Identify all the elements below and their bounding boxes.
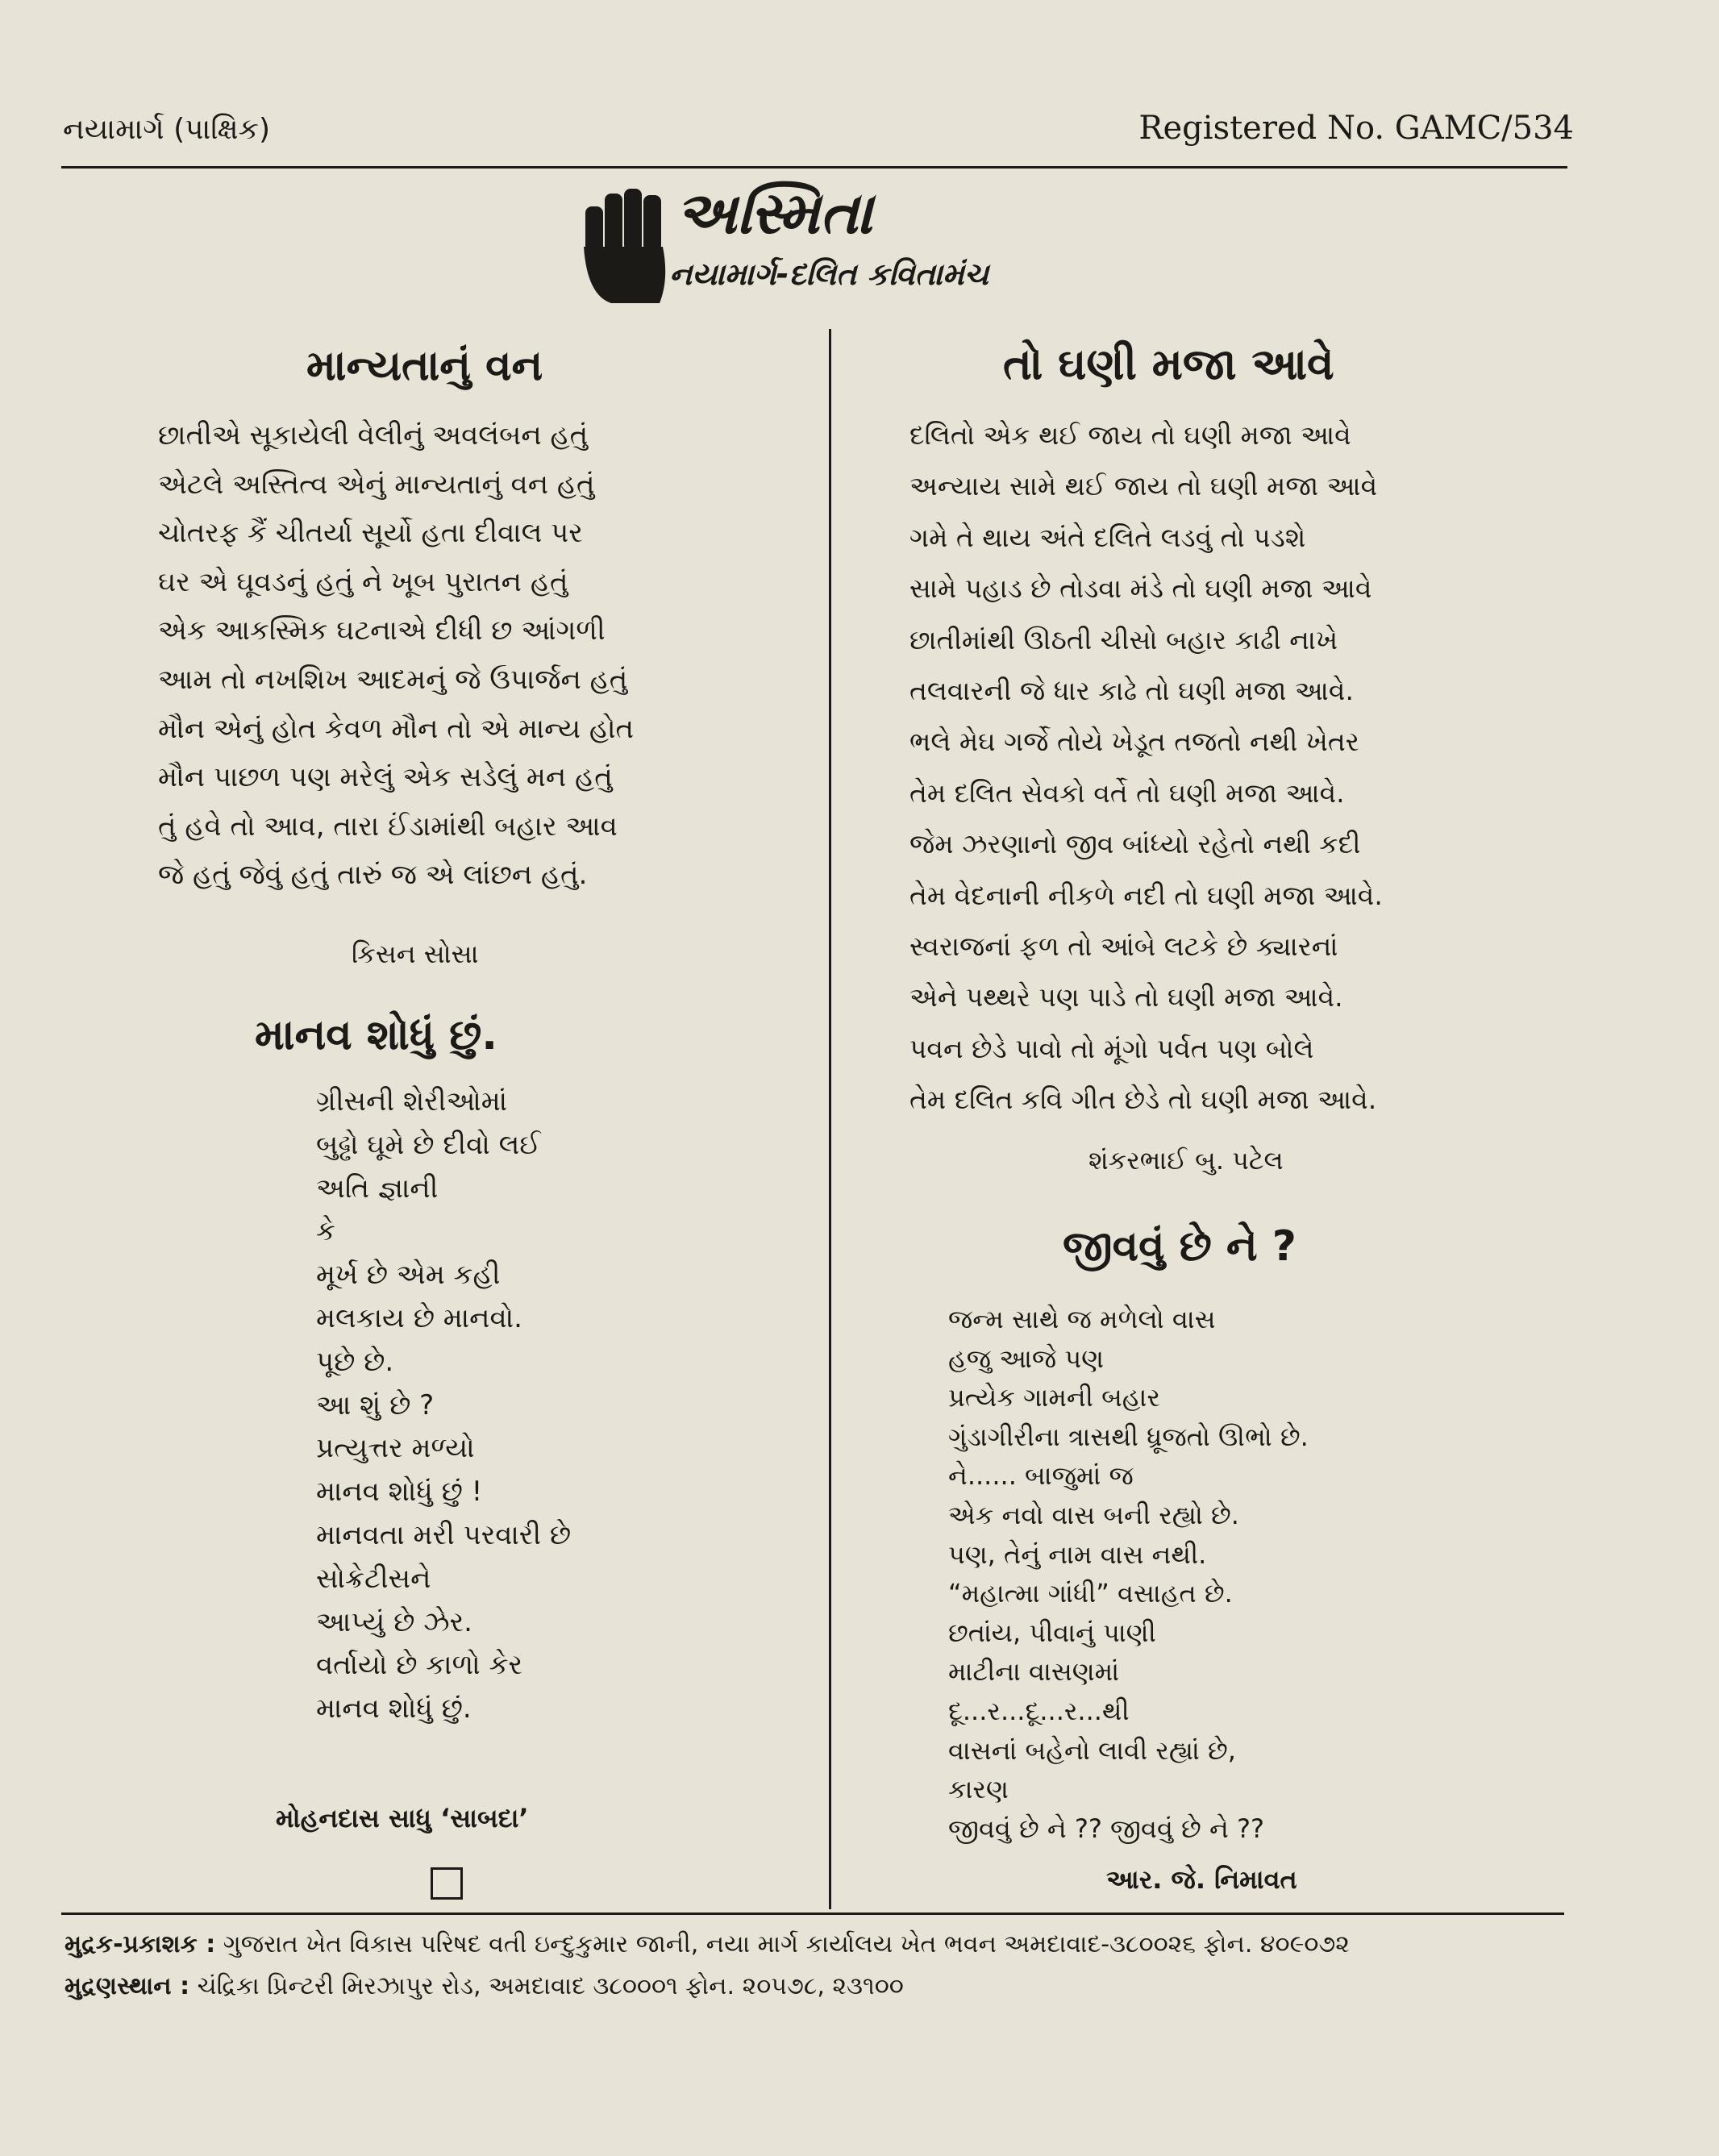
press-text: ચંદ્રિકા પ્રિન્ટરી મિરઝાપુર રોડ, અમદાવાદ ૩૮૦૦૦૧ ફોન. ૨૦૫૭૮, ૨૩૧૦૦ xyxy=(197,1972,904,2000)
poem2-title: માનવ શોધું છું. xyxy=(255,1011,498,1059)
poem3-line: અન્યાય સામે થઈ જાય તો ઘણી મજા આવે xyxy=(909,470,1378,502)
poem4-title: જીવવું છે ને ? xyxy=(1063,1222,1297,1271)
poem4-line: જન્મ સાથે જ મળેલો વાસ xyxy=(948,1304,1216,1334)
poem2-line: અતિ જ્ઞાની xyxy=(316,1172,439,1205)
poem2-line: આપ્યું છે ઝેર. xyxy=(316,1605,472,1638)
poem1-line: આમ તો નખશિખ આદમનું જે ઉપાર્જન હતું xyxy=(158,663,628,696)
poem1-line: એક આકસ્મિક ઘટનાએ દીધી છ આંગળી xyxy=(158,614,606,647)
poem3-line: પવન છેડે પાવો તો મૂંગો પર્વત પણ બોલે xyxy=(909,1032,1314,1064)
raised-fist-icon xyxy=(579,182,676,311)
poem4-body xyxy=(948,1300,1309,1848)
poem3-line: દલિતો એક થઈ જાય તો ઘણી મજા આવે xyxy=(909,419,1351,451)
publisher-text: ગુજરાત ખેત વિકાસ પરિષદ વતી ઇન્દુકુમાર જાની, નયા માર્ગ કાર્યાલય ખેત ભવન અમદાવાદ-૩૮૦૦૨૬ ફોન. ૪૦૯૦૭૨ xyxy=(223,1930,1350,1958)
poem3-title: તો ઘણી મજા આવે xyxy=(1003,339,1334,389)
poem2-line: બુઢ્ઢો ઘૂમે છે દીવો લઈ xyxy=(316,1128,541,1161)
poem2-line: માનવ શોધું છું ! xyxy=(316,1475,483,1509)
poem1-title: માન્યતાનું વન xyxy=(306,342,543,390)
poem3-line: સામે પહાડ છે તોડવા મંડે તો ઘણી મજા આવે xyxy=(909,572,1372,605)
poem4-line: “મહાત્મા ગાંધી” વસાહત છે. xyxy=(948,1578,1233,1609)
poem4-line: ને...... બાજુમાં જ xyxy=(948,1460,1134,1492)
poem3-line: એને પથ્થરે પણ પાડે તો ઘણી મજા આવે. xyxy=(909,981,1343,1013)
poem3-line: સ્વરાજનાં ફળ તો આંબે લટકે છે ક્યારનાં xyxy=(909,930,1338,963)
poem1-line: મૌન પાછળ પણ મરેલું એક સડેલું મન હતું xyxy=(158,761,613,794)
poem1-body xyxy=(158,411,634,900)
logo-title: અસ્મિતા xyxy=(676,179,873,247)
poem1-line: મૌન એનું હોત કેવળ મૌન તો એ માન્ય હોત xyxy=(158,712,635,745)
poem1-line: ચોતરફ કૈં ચીતર્યા સૂર્યો હતા દીવાલ પર xyxy=(158,517,583,550)
poem2-line: સોક્રેટીસને xyxy=(316,1562,431,1595)
poem2-line: પ્રત્યુત્તર મળ્યો xyxy=(316,1432,475,1465)
poem4-line: પણ, તેનું નામ વાસ નથી. xyxy=(948,1538,1207,1570)
bottom-rule xyxy=(61,1913,1564,1915)
poem1-line: છાતીએ સૂકાયેલી વેલીનું અવલંબન હતું xyxy=(158,419,589,452)
poem1-author: કિસન સોસા xyxy=(352,939,479,969)
poem4-line: છતાંય, પીવાનું પાણી xyxy=(948,1617,1156,1648)
poem3-author: શંકરભાઈ બુ. પટેલ xyxy=(1088,1145,1284,1176)
poem4-line: માટીના વાસણમાં xyxy=(948,1656,1120,1688)
poem2-line: માનવતા મરી પરવારી છે xyxy=(316,1518,572,1551)
poem3-line: છાતીમાંથી ઊઠતી ચીસો બહાર કાઢી નાખે xyxy=(909,623,1338,656)
poem1-line: તું હવે તો આવ, તારા ઈંડામાંથી બહાર આવ xyxy=(158,810,618,843)
poem2-line: આ શું છે ? xyxy=(316,1388,435,1421)
poem1-line: ઘર એ ઘૂવડનું હતું ને ખૂબ પુરાતન હતું xyxy=(158,565,568,598)
logo xyxy=(579,179,1095,327)
poem2-line: ગ્રીસની શેરીઓમાં xyxy=(316,1085,508,1118)
poem3-line: તેમ દલિત કવિ ગીત છેડે તો ઘણી મજા આવે. xyxy=(909,1084,1377,1116)
poem2-line: માનવ શોધું છું. xyxy=(316,1692,472,1725)
poem3-line: ગમે તે થાય અંતે દલિતે લડવું તો પડશે xyxy=(909,521,1306,553)
poem2-line: મલકાય છે માનવો. xyxy=(316,1301,522,1334)
masthead-left: નયામાર્ગ (પાક્ષિક) xyxy=(63,113,271,146)
poem4-line: કારણ xyxy=(948,1774,1009,1805)
poem2-author: મોહનદાસ સાધુ ‘સાબદા’ xyxy=(276,1803,529,1833)
poem2-line: વર્તાયો છે કાળો કેર xyxy=(316,1649,523,1682)
poem4-line: જીવવું છે ને ?? જીવવું છે ને ?? xyxy=(948,1813,1264,1844)
poem3-line: ભલે મેઘ ગર્જે તોયે ખેડૂત તજતો નથી ખેતર xyxy=(909,726,1359,758)
poem3-line: જેમ ઝરણાનો જીવ બાંધ્યો રહેતો નથી કદી xyxy=(909,828,1361,860)
column-divider xyxy=(829,329,831,1909)
poem2-line: કે xyxy=(316,1215,336,1248)
poem4-line: હજુ આજે પણ xyxy=(948,1342,1105,1374)
poem4-line: દૂ...ર...દૂ...ર...થી xyxy=(948,1695,1130,1726)
poem4-line: ગુંડાગીરીના ત્રાસથી ધ્રૂજતો ઊભો છે. xyxy=(948,1421,1309,1452)
poem2-body xyxy=(316,1080,571,1731)
poem2-line: મૂર્ખ છે એમ કહી xyxy=(316,1259,501,1292)
poem4-line: વાસનાં બહેનો લાવી રહ્યાં છે, xyxy=(948,1734,1236,1766)
poem2-line: પૂછે છે. xyxy=(316,1345,394,1378)
poem3-line: તલવારની જે ધાર કાઢે તો ઘણી મજા આવે. xyxy=(909,675,1354,707)
registration-number: Registered No. GAMC/534 xyxy=(1138,110,1574,147)
logo-subtitle: નયામાર્ગ-દલિત કવિતામંચ xyxy=(669,256,989,292)
end-mark-box xyxy=(431,1867,463,1900)
press-label: મુદ્રણસ્થાન : xyxy=(65,1972,190,2000)
poem3-body xyxy=(909,410,1383,1126)
poem4-author: આર. જે. નિમાવત xyxy=(1106,1864,1297,1895)
poem1-line: એટલે અસ્તિત્વ એનું માન્યતાનું વન હતું xyxy=(158,468,595,501)
top-rule xyxy=(61,166,1567,169)
publisher-label: મુદ્રક-પ્રકાશક : xyxy=(65,1930,216,1958)
poem4-line: પ્રત્યેક ગામની બહાર xyxy=(948,1382,1160,1413)
poem1-line: જે હતું જેવું હતું તારું જ એ લાંછન હતું. xyxy=(158,859,588,892)
poem3-line: તેમ વેદનાની નીકળે નદી તો ઘણી મજા આવે. xyxy=(909,879,1383,911)
poem3-line: તેમ દલિત સેવકો વર્તે તો ઘણી મજા આવે. xyxy=(909,776,1345,809)
poem4-line: એક નવો વાસ બની રહ્યો છે. xyxy=(948,1499,1239,1530)
press-line xyxy=(65,1972,904,2000)
publisher-line xyxy=(65,1930,1350,1958)
